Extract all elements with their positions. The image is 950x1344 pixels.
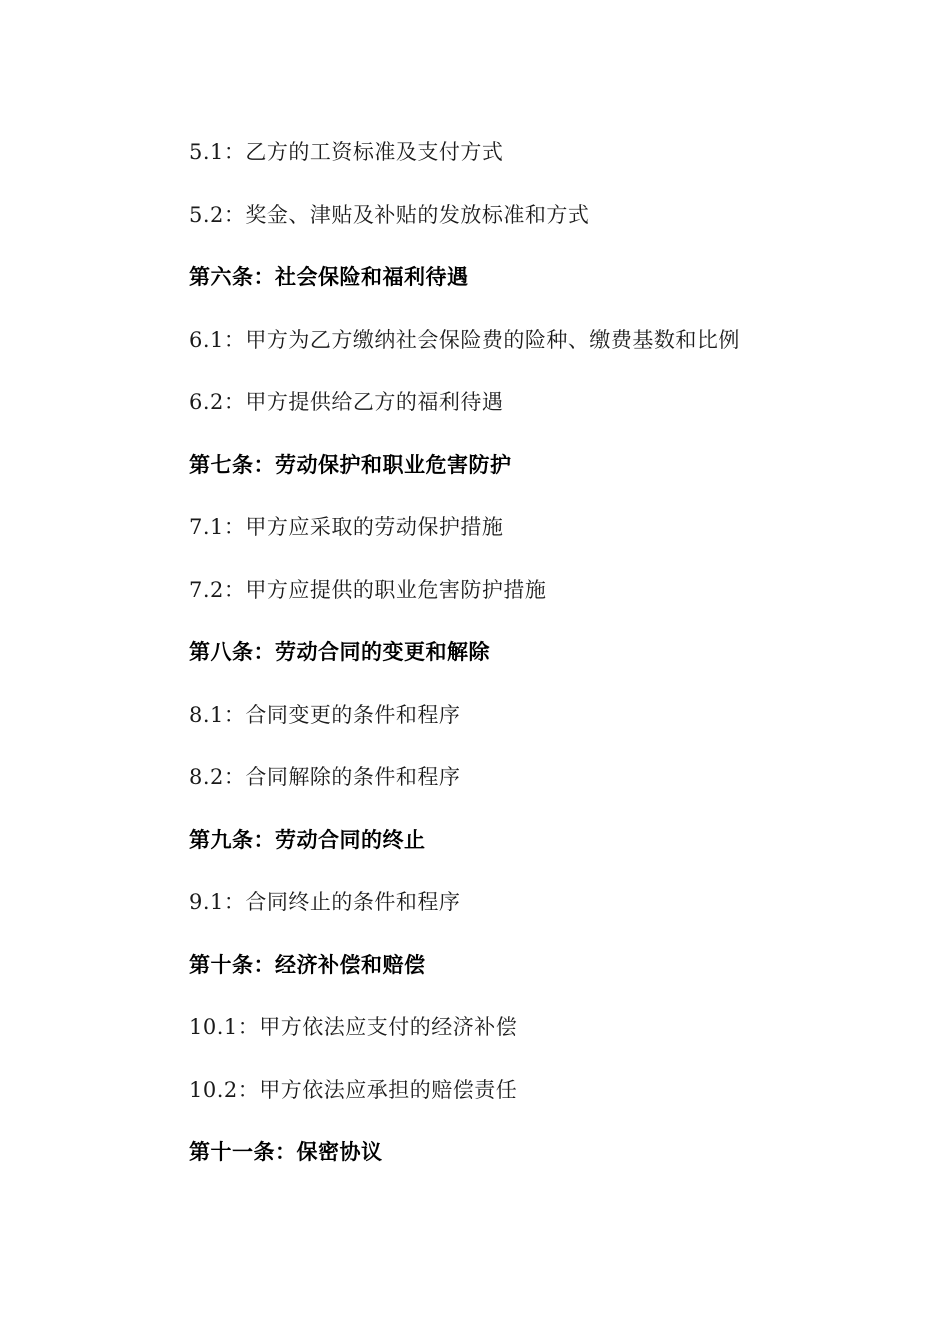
clause-6-2: 6.2：甲方提供给乙方的福利待遇	[189, 390, 504, 414]
article-8-heading: 第八条：劳动合同的变更和解除	[189, 640, 490, 664]
document-body	[189, 132, 889, 1195]
clause-10-2: 10.2：甲方依法应承担的赔偿责任	[189, 1077, 518, 1102]
clause-8-1: 8.1：合同变更的条件和程序	[189, 702, 461, 727]
clause-6-1: 6.1：甲方为乙方缴纳社会保险费的险种、缴费基数和比例	[189, 327, 740, 352]
clause-9-1: 9.1：合同终止的条件和程序	[189, 890, 461, 914]
clause-7-1: 7.1：甲方应采取的劳动保护措施	[189, 515, 504, 539]
article-10-heading: 第十条：经济补偿和赔偿	[189, 952, 426, 977]
clause-7-2: 7.2：甲方应提供的职业危害防护措施	[189, 577, 547, 602]
article-6-heading: 第六条：社会保险和福利待遇	[189, 265, 469, 289]
article-7-heading: 第七条：劳动保护和职业危害防护	[189, 452, 512, 477]
article-11-heading: 第十一条：保密协议	[189, 1140, 383, 1164]
clause-5-1: 5.1：乙方的工资标准及支付方式	[189, 140, 504, 164]
article-9-heading: 第九条：劳动合同的终止	[189, 827, 426, 852]
clause-10-1: 10.1：甲方依法应支付的经济补偿	[189, 1015, 518, 1039]
clause-8-2: 8.2：合同解除的条件和程序	[189, 765, 461, 789]
clause-5-2: 5.2：奖金、津贴及补贴的发放标准和方式	[189, 202, 590, 227]
